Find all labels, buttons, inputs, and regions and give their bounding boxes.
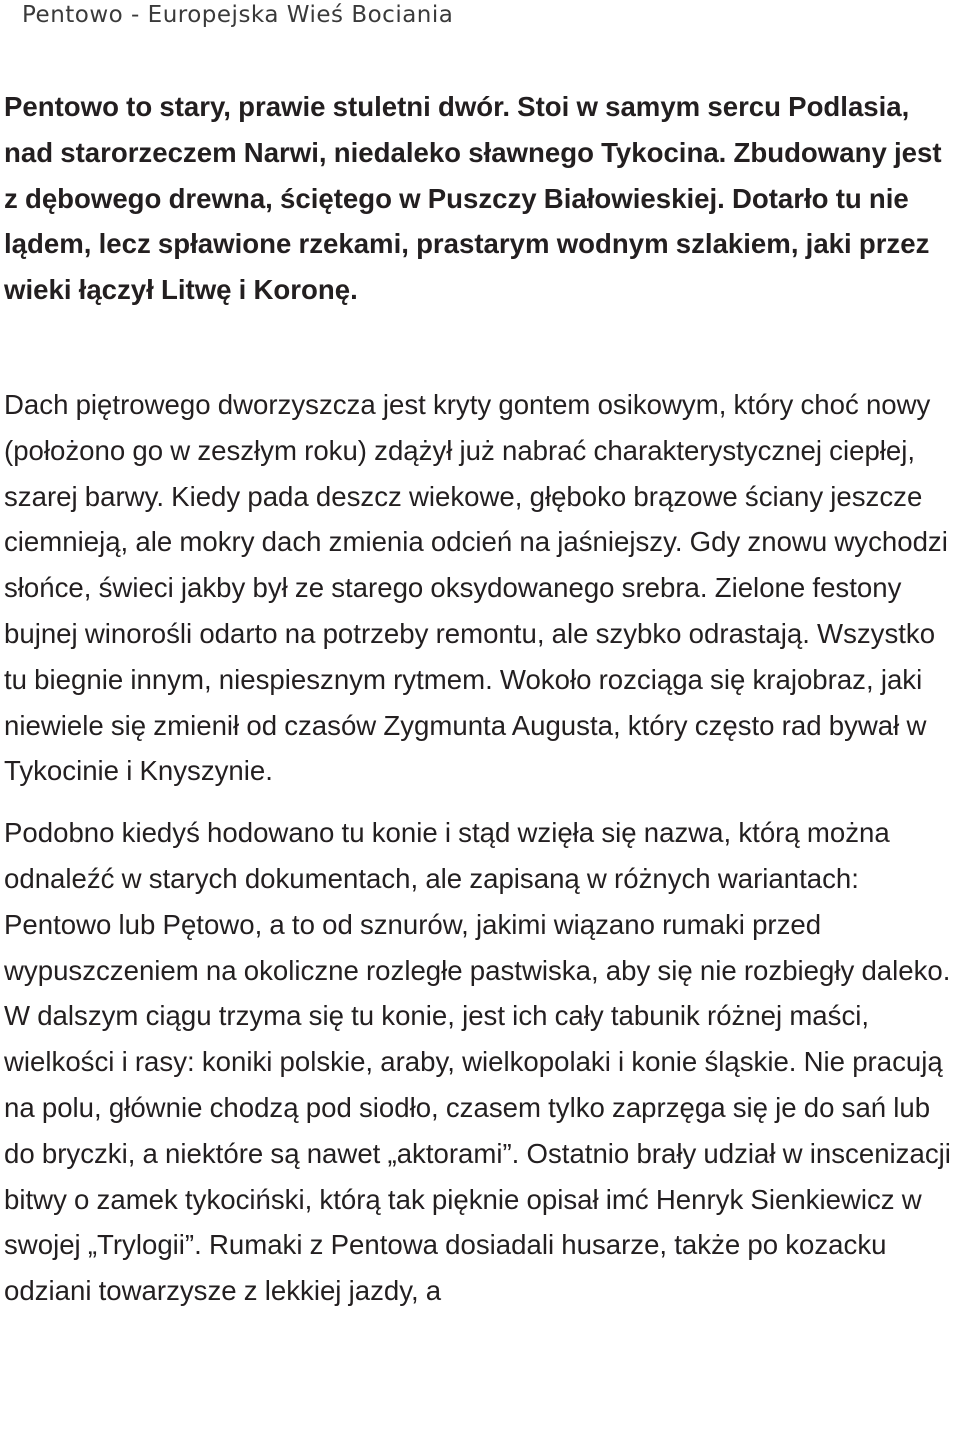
roof-paragraph: Dach piętrowego dworzyszcza jest kryty gontem osikowym, który choć nowy (położono go w zeszłym roku) zdążył już nabrać charakterystycznej ciepłej, szarej barwy. Kiedy pada deszcz wiekowe, głęboko brązowe ściany jeszcze ciemnieją, ale mokry dach zmienia odcień na jaśniejszy. Gdy znowu wychodzi słońce, świeci jakby był ze starego oksydowanego srebra. Zielone festony bujnej winorośli odarto na potrzeby remontu, ale szybko odrastają. Wszystko tu biegnie innym, niespiesznym rytmem. Wokoło rozciąga się krajobraz, jaki niewiele się zmienił od czasów Zygmunta Augusta, który często rad bywał w Tykocinie i Knyszynie. — [4, 388, 948, 787]
horses-paragraph: Podobno kiedyś hodowano tu konie i stąd wzięła się nazwa, którą można odnaleźć w starych dokumentach, ale zapisaną w różnych wariantach: Pentowo lub Pętowo, a to od sznurów, jakimi wiązano rumaki przed wypuszczeniem na okoliczne rozległe pastwiska, aby się nie rozbiegły daleko. W dalszym ciągu trzyma się tu konie, jest ich cały tabunik różnej maści, wielkości i rasy: koniki polskie, araby, wielkopolaki i konie śląskie. Nie pracują na polu, głównie chodzą pod siodło, czasem tylko zaprzęga się je do sań lub do bryczki, a niektóre są nawet „aktorami”. Ostatnio brały udział w inscenizacji bitwy o zamek tykociński, którą tak pięknie opisał imć Henryk Sienkiewicz w swojej „Trylogii”. Rumaki z Pentowa dosiadali husarze, także po kozacku odziani towarzysze z lekkiej jazdy, a — [4, 817, 951, 1307]
intro-paragraph: Pentowo to stary, prawie stuletni dwór. Stoi w samym sercu Podlasia, nad starorzeczem Narwi, niedaleko sławnego Tykocina. Zbudowany jest z dębowego drewna, ściętego w Puszczy Białowieskiej. Dotarło tu nie lądem, lecz spławione rzekami, prastarym wodnym szlakiem, jaki przez wieki łączył Litwę i Koronę. — [4, 91, 942, 306]
page-header: Pentowo - Europejska Wieś Bociania — [22, 2, 454, 28]
article-body — [4, 84, 959, 1314]
